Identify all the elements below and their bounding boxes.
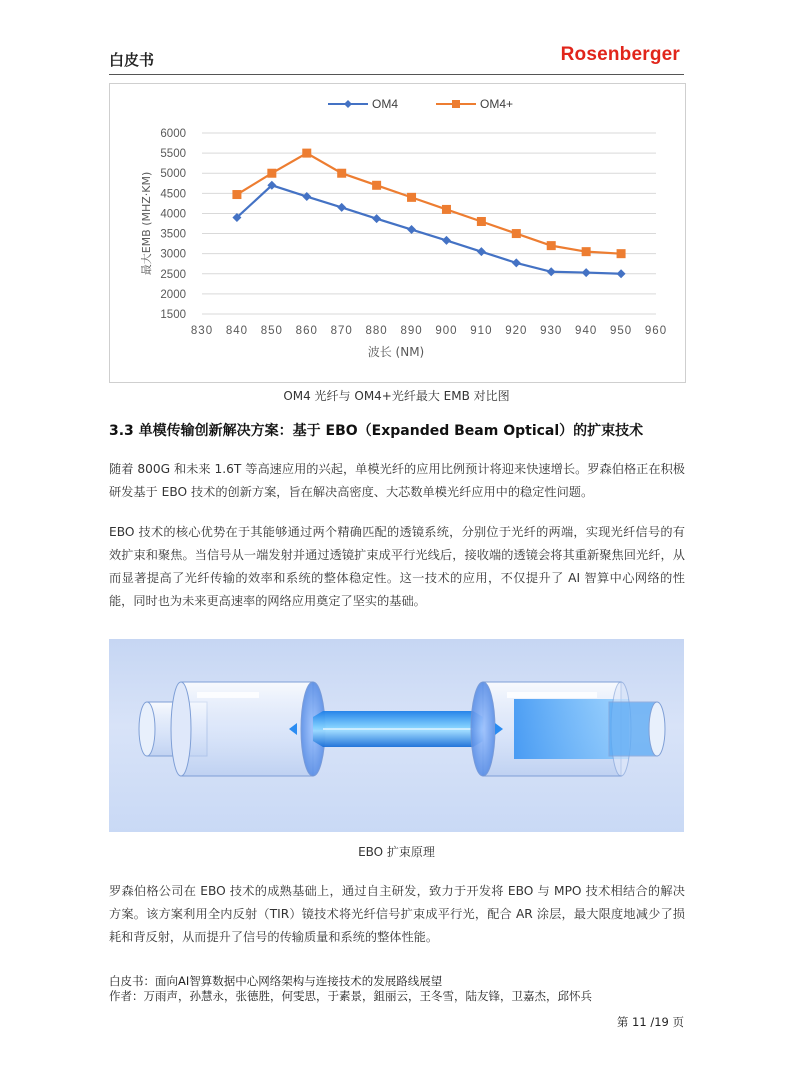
x-tick-label: 940 (575, 325, 598, 337)
data-point (547, 267, 556, 276)
data-point (267, 169, 276, 178)
data-point (477, 217, 486, 226)
y-tick-label: 3500 (160, 228, 186, 241)
page-footer (109, 974, 592, 1004)
series-line (237, 153, 621, 254)
page-number: 第 11 /19 页 (616, 1015, 684, 1029)
data-point (407, 225, 416, 234)
data-point (477, 247, 486, 256)
x-tick-label: 920 (505, 325, 528, 337)
data-point (372, 181, 381, 190)
data-point (582, 268, 591, 277)
emb-chart-svg (110, 84, 685, 382)
y-tick-label: 2500 (160, 268, 186, 281)
data-point (512, 258, 521, 267)
x-axis-label: 波长 (NM) (367, 345, 425, 359)
ebo-diagram (109, 639, 684, 832)
x-tick-label: 860 (295, 325, 318, 337)
data-point (407, 193, 416, 202)
x-tick-label: 870 (330, 325, 353, 337)
paragraph-intro: 随着 800G 和未来 1.6T 等高速应用的兴起，单模光纤的应用比例预计将迎来快速增长。罗森伯格正在积极研发基于 EBO 技术的创新方案，旨在解决高密度、大芯数单模光纤应用中的稳定性问题。 (109, 462, 685, 499)
data-point (547, 241, 556, 250)
x-tick-label: 850 (260, 325, 283, 337)
emb-chart (109, 83, 686, 383)
y-tick-label: 1500 (160, 309, 186, 321)
footer-title: 白皮书：面向AI智算数据中心网络架构与连接技术的发展路线展望 (109, 974, 443, 988)
ebo-caption: EBO 扩束原理 (358, 845, 435, 859)
page-header (109, 44, 684, 75)
x-tick-label: 880 (365, 325, 388, 337)
y-tick-label: 4000 (160, 208, 186, 221)
data-point (442, 205, 451, 214)
series-line (237, 185, 621, 273)
y-tick-label: 2000 (160, 288, 186, 301)
y-tick-label: 4500 (160, 188, 186, 201)
legend-marker (452, 100, 460, 108)
data-point (372, 214, 381, 223)
data-point (512, 229, 521, 238)
ebo-illustration (109, 639, 684, 832)
section-title: 3.3 单模传输创新解决方案：基于 EBO（Expanded Beam Optical）的扩束技术 (109, 423, 644, 439)
legend-label: OM4+ (480, 97, 514, 111)
x-tick-label: 840 (225, 325, 249, 337)
data-point (302, 149, 311, 158)
y-axis-label: 最大EMB (MHZ·KM) (140, 171, 153, 276)
data-point (232, 190, 241, 199)
data-point (442, 236, 451, 245)
chart-caption: OM4 光纤与 OM4+光纤最大 EMB 对比图 (283, 389, 510, 403)
footer-authors: 作者：万雨声，孙慧永，张德胜，何雯思，于素景，鉏丽云，王冬雪，陆友锋，卫嘉杰，邱怀兵 (109, 989, 592, 1003)
paragraph-ebo-mpo: 罗森伯格公司在 EBO 技术的成熟基础上，通过自主研发，致力于开发将 EBO 与 MPO 技术相结合的解决方案。该方案利用全内反射（TIR）镜技术将光纤信号扩束成平行光，配合 AR 涂层，最大限度地减少了损耗和背反射，从而提升了信号的传输质量和系统的整体性能。 (109, 884, 685, 944)
x-tick-label: 900 (435, 325, 458, 337)
x-tick-label: 950 (609, 325, 633, 337)
legend-marker (344, 100, 352, 108)
data-point (617, 269, 626, 278)
doc-type-label: 白皮书 (109, 51, 155, 69)
x-tick-label: 930 (540, 325, 563, 337)
y-tick-label: 6000 (160, 128, 186, 140)
paragraph-ebo-core: EBO 技术的核心优势在于其能够通过两个精确匹配的透镜系统，分别位于光纤的两端，实现光纤信号的有效扩束和聚焦。当信号从一端发射并通过透镜扩束成平行光线后，接收端的透镜会将其重新聚焦回光纤，从而显著提高了光纤传输的效率和系统的整体稳定性。这一技术的应用，不仅提升了 AI 智算中心网络的性能，同时也为未来更高速率的网络应用奠定了坚实的基础。 (109, 525, 685, 608)
data-point (617, 249, 626, 258)
x-tick-label: 960 (644, 325, 668, 337)
right-fiber-ferrule (609, 702, 665, 756)
legend-label: OM4 (372, 97, 399, 111)
data-point (582, 247, 591, 256)
left-lens-housing (171, 682, 325, 776)
x-tick-label: 910 (470, 325, 493, 337)
data-point (337, 203, 346, 212)
y-tick-label: 3000 (160, 248, 186, 261)
data-point (337, 169, 346, 178)
expanded-beam (313, 711, 483, 747)
y-tick-label: 5000 (160, 168, 186, 181)
brand-logo: Rosenberger (560, 44, 680, 65)
y-tick-label: 5500 (160, 148, 186, 161)
x-tick-label: 830 (190, 325, 214, 337)
x-tick-label: 890 (400, 325, 423, 337)
